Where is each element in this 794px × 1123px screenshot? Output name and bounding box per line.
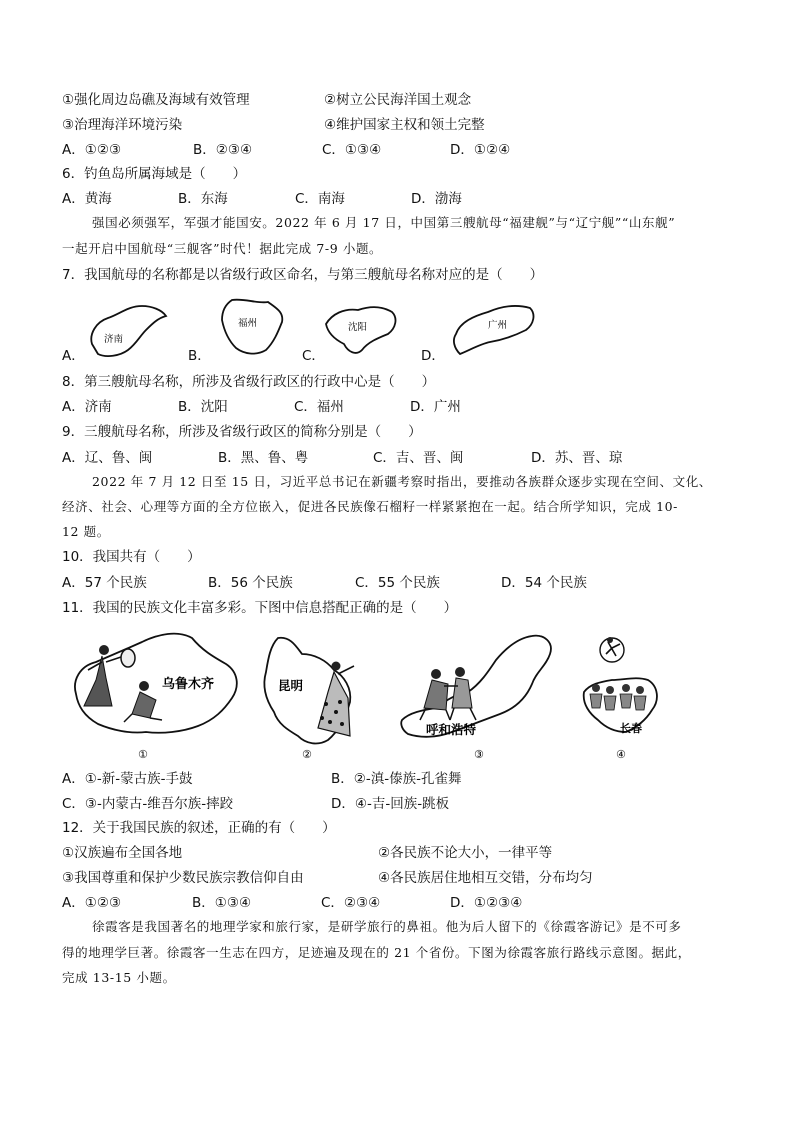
- statement-1: ①汉族遍布全国各地: [62, 845, 183, 861]
- map-label: 济南: [104, 334, 124, 345]
- passage-line: 2022 年 7 月 12 日至 15 日，习近平总书记在新疆考察时指出，要推动各族群众逐步实现在空间、文化、: [92, 474, 712, 489]
- question-8: 8．第三艘航母名称，所涉及省级行政区的行政中心是（ ）: [62, 374, 436, 390]
- option-b: B．: [188, 348, 211, 364]
- option-d: D．广州: [410, 399, 461, 415]
- option-a: A．辽、鲁、闽: [62, 450, 153, 466]
- option-a: A．: [62, 348, 85, 364]
- question-12: 12．关于我国民族的叙述，正确的有（ ）: [62, 820, 336, 836]
- option-a: A．①②③: [62, 142, 122, 158]
- option-c: C．南海: [295, 191, 345, 207]
- statement-2: ②各民族不论大小，一律平等: [378, 845, 553, 861]
- map-label: 广州: [488, 320, 508, 331]
- option-d: D．渤海: [411, 191, 462, 207]
- option-d: D．①②③④: [450, 895, 523, 911]
- option-b: B．东海: [178, 191, 228, 207]
- statement-3: ③治理海洋环境污染: [62, 117, 183, 133]
- option-c: C．②③④: [321, 895, 381, 911]
- statement-3: ③我国尊重和保护少数民族宗教信仰自由: [62, 870, 304, 886]
- question-9: 9．三艘航母名称，所涉及省级行政区的简称分别是（ ）: [62, 424, 422, 440]
- option-a: A．57 个民族: [62, 575, 147, 591]
- jilin-map: [576, 628, 664, 762]
- map-label: 福州: [238, 318, 258, 329]
- option-b: B．②③④: [193, 142, 253, 158]
- statement-4: ④各民族居住地相互交错，分布均匀: [378, 870, 593, 886]
- passage-line: 一起开启中国航母“三舰客”时代！据此完成 7-9 小题。: [62, 241, 383, 256]
- xinjiang-map: [66, 628, 244, 762]
- city-label: 长春: [620, 722, 642, 735]
- passage-line: 完成 13-15 小题。: [62, 970, 176, 985]
- option-a: A．①-新-蒙古族-手鼓: [62, 771, 193, 787]
- shandong-map: [86, 300, 170, 362]
- option-c: C．福州: [294, 399, 344, 415]
- guangdong-map: [444, 300, 540, 358]
- option-c: C．55 个民族: [355, 575, 440, 591]
- option-a: A．济南: [62, 399, 112, 415]
- figure-number: ①: [138, 748, 148, 761]
- option-a: A．黄海: [62, 191, 112, 207]
- statement-4: ④维护国家主权和领土完整: [324, 117, 485, 133]
- option-c: C．①③④: [322, 142, 382, 158]
- option-d: D．④-吉-回族-跳板: [331, 796, 450, 812]
- passage-line: 强国必须强军，军强才能国安。2022 年 6 月 17 日，中国第三艘航母“福建舰”与“辽宁舰”“山东舰”: [92, 215, 676, 230]
- question-7: 7．我国航母的名称都是以省级行政区命名，与第三艘航母名称对应的是（ ）: [62, 267, 544, 283]
- city-label: 乌鲁木齐: [162, 677, 215, 692]
- option-b: B．沈阳: [178, 399, 228, 415]
- inner-mongolia-map: [396, 628, 564, 762]
- statement-1: ①强化周边岛礁及海域有效管理: [62, 92, 250, 108]
- option-b: B．①③④: [192, 895, 252, 911]
- passage-line: 经济、社会、心理等方面的全方位嵌入，促进各民族像石榴籽一样紧紧抱在一起。结合所学知识，完成 10-: [62, 499, 679, 514]
- question-11: 11．我国的民族文化丰富多彩。下图中信息搭配正确的是（ ）: [62, 600, 458, 616]
- figure-number: ②: [302, 748, 312, 761]
- option-c: C．: [302, 348, 325, 364]
- figure-number: ③: [474, 748, 484, 761]
- option-b: B．黑、鲁、粤: [218, 450, 309, 466]
- option-d: D．54 个民族: [501, 575, 587, 591]
- option-d: D．①②④: [450, 142, 511, 158]
- figure-number: ④: [616, 748, 626, 761]
- passage-line: 得的地理学巨著。徐霞客一生志在四方，足迹遍及现在的 21 个省份。下图为徐霞客旅行路线示意图。据此，: [62, 945, 691, 960]
- question-6: 6．钓鱼岛所属海域是（ ）: [62, 166, 247, 182]
- passage-line: 徐霞客是我国著名的地理学家和旅行家，是研学旅行的鼻祖。他为后人留下的《徐霞客游记》是不可多: [92, 919, 682, 934]
- option-c: C．③-内蒙古-维吾尔族-摔跤: [62, 796, 234, 812]
- passage-line: 12 题。: [62, 524, 110, 539]
- option-d: D．苏、晋、琼: [531, 450, 623, 466]
- option-c: C．吉、晋、闽: [373, 450, 464, 466]
- city-label: 昆明: [278, 678, 304, 693]
- option-a: A．①②③: [62, 895, 122, 911]
- yunnan-map: [256, 632, 372, 762]
- map-label: 沈阳: [348, 322, 368, 333]
- option-b: B．②-滇-傣族-孔雀舞: [331, 771, 462, 787]
- city-label: 呼和浩特: [426, 722, 477, 737]
- liaoning-map: [322, 302, 402, 360]
- fujian-map: [214, 296, 288, 360]
- question-10: 10．我国共有（ ）: [62, 549, 201, 565]
- option-d: D．: [421, 348, 445, 364]
- option-b: B．56 个民族: [208, 575, 293, 591]
- statement-2: ②树立公民海洋国土观念: [324, 92, 472, 108]
